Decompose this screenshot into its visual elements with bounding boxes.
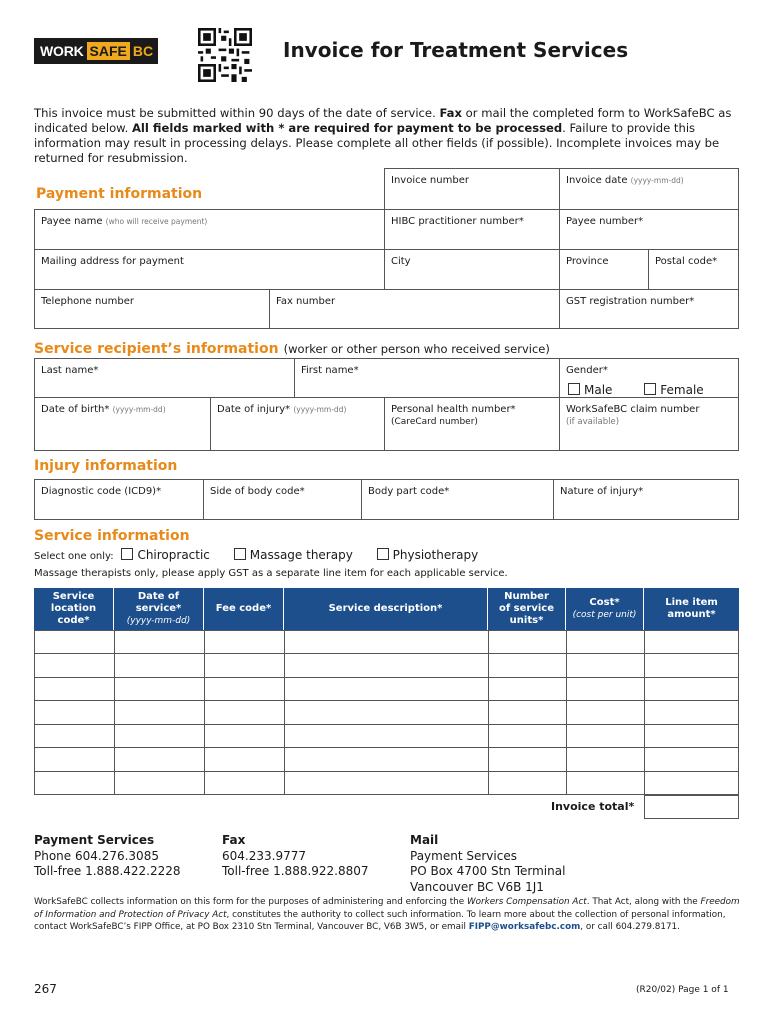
hibc-field[interactable]: HIBC practitioner number*	[384, 209, 560, 250]
physiotherapy-checkbox[interactable]	[377, 548, 389, 560]
invoice-number-field[interactable]: Invoice number	[384, 168, 560, 210]
table-row	[34, 700, 739, 701]
mail-contact: Mail Payment Services PO Box 4700 Stn Terminal Vancouver BC V6B 1J1	[410, 833, 566, 894]
form-number: 267	[34, 982, 57, 996]
payment-section-title: Payment information	[36, 186, 203, 202]
table-row	[34, 653, 739, 654]
recipient-section-title: Service recipient’s information (worker or other person who received service)	[34, 341, 550, 357]
chiropractic-checkbox[interactable]	[121, 548, 133, 560]
date-of-injury-field[interactable]: Date of injury* (yyyy-mm-dd)	[210, 397, 385, 451]
table-divider	[488, 630, 489, 795]
table-divider	[566, 630, 567, 795]
body-part-field[interactable]: Body part code*	[361, 479, 554, 520]
logo-work: WORK	[40, 43, 84, 59]
col-date-of-service: Date of service* (yyyy-mm-dd)	[114, 588, 204, 630]
table-divider	[644, 630, 645, 795]
invoice-date-field[interactable]: Invoice date (yyyy-mm-dd)	[559, 168, 739, 210]
massage-therapy-checkbox[interactable]	[234, 548, 246, 560]
col-service-location: Service location code*	[34, 588, 114, 630]
telephone-field[interactable]: Telephone number	[34, 289, 270, 329]
payee-number-field[interactable]: Payee number*	[559, 209, 739, 250]
table-row	[34, 771, 739, 772]
injury-section-title: Injury information	[34, 458, 178, 474]
last-name-field[interactable]: Last name*	[34, 358, 295, 398]
service-section-title: Service information	[34, 528, 190, 544]
city-field[interactable]: City	[384, 249, 560, 290]
table-row	[34, 677, 739, 678]
col-fee-code: Fee code*	[204, 588, 284, 630]
side-of-body-field[interactable]: Side of body code*	[203, 479, 362, 520]
massage-gst-note: Massage therapists only, please apply GST as a separate line item for each applicable service.	[34, 568, 508, 579]
invoice-total-field[interactable]	[644, 795, 739, 819]
mailing-address-field[interactable]: Mailing address for payment	[34, 249, 385, 290]
table-divider	[204, 630, 205, 795]
invoice-total-label: Invoice total*	[551, 800, 635, 813]
male-checkbox[interactable]	[568, 383, 580, 395]
table-divider	[284, 630, 285, 795]
table-divider	[114, 630, 115, 795]
fax-contact: Fax 604.233.9777 Toll-free 1.888.922.8807	[222, 833, 369, 878]
col-cost: Cost* (cost per unit)	[566, 588, 644, 630]
payee-name-field[interactable]: Payee name (who will receive payment)	[34, 209, 385, 250]
gender-field: Gender* Male Female	[559, 358, 739, 398]
privacy-notice: WorkSafeBC collects information on this form for the purposes of administering and enforcing the Workers Compensation Act. That Act, along with the Freedom of Information and Protection of Privacy Act, constitutes the authority to collect such information. To learn more about the collection of personal information, contact WorkSafeBC’s FIPP Office, at PO Box 2310 Stn Terminal, Vancouver BC, V6B 3W5, or email FIPP@worksafebc.com, or call 604.279.8171.	[34, 897, 740, 932]
logo-bc: BC	[132, 43, 154, 59]
claim-number-field[interactable]: WorkSafeBC claim number (if available)	[559, 397, 739, 451]
table-row	[34, 747, 739, 748]
gst-field[interactable]: GST registration number*	[559, 289, 739, 329]
nature-of-injury-field[interactable]: Nature of injury*	[553, 479, 739, 520]
female-checkbox[interactable]	[644, 383, 656, 395]
page-indicator: (R20/02) Page 1 of 1	[636, 985, 729, 995]
col-service-description: Service description*	[284, 588, 488, 630]
first-name-field[interactable]: First name*	[294, 358, 560, 398]
qr-code-icon	[198, 28, 252, 82]
postal-code-field[interactable]: Postal code*	[648, 249, 739, 290]
col-line-item-amount: Line item amount*	[644, 588, 739, 630]
table-row	[34, 724, 739, 725]
logo-safe: SAFE	[87, 42, 130, 60]
col-units: Number of service units*	[488, 588, 566, 630]
date-of-birth-field[interactable]: Date of birth* (yyyy-mm-dd)	[34, 397, 211, 451]
personal-health-number-field[interactable]: Personal health number* (CareCard number)	[384, 397, 560, 451]
fax-number-field[interactable]: Fax number	[269, 289, 560, 329]
intro-text: This invoice must be submitted within 90 days of the date of service. Fax or mail the completed form to WorkSafeBC as indicated below. All fields marked with * are required for payment to be processed. Failure to provide this information may result in processing delays. Please complete all other fields (if possible). Incomplete invoices may be returned for resubmission.	[34, 106, 732, 165]
worksafebc-logo	[34, 38, 158, 64]
payment-services-contact: Payment Services Phone 604.276.3085 Toll-free 1.888.422.2228	[34, 833, 181, 878]
service-type-selector: Select one only: Chiropractic Massage therapy Physiotherapy	[34, 548, 479, 562]
page-title: Invoice for Treatment Services	[283, 38, 629, 62]
diagnostic-code-field[interactable]: Diagnostic code (ICD9)*	[34, 479, 204, 520]
fipp-email-link[interactable]: FIPP@worksafebc.com	[468, 922, 581, 932]
province-field[interactable]: Province	[559, 249, 649, 290]
